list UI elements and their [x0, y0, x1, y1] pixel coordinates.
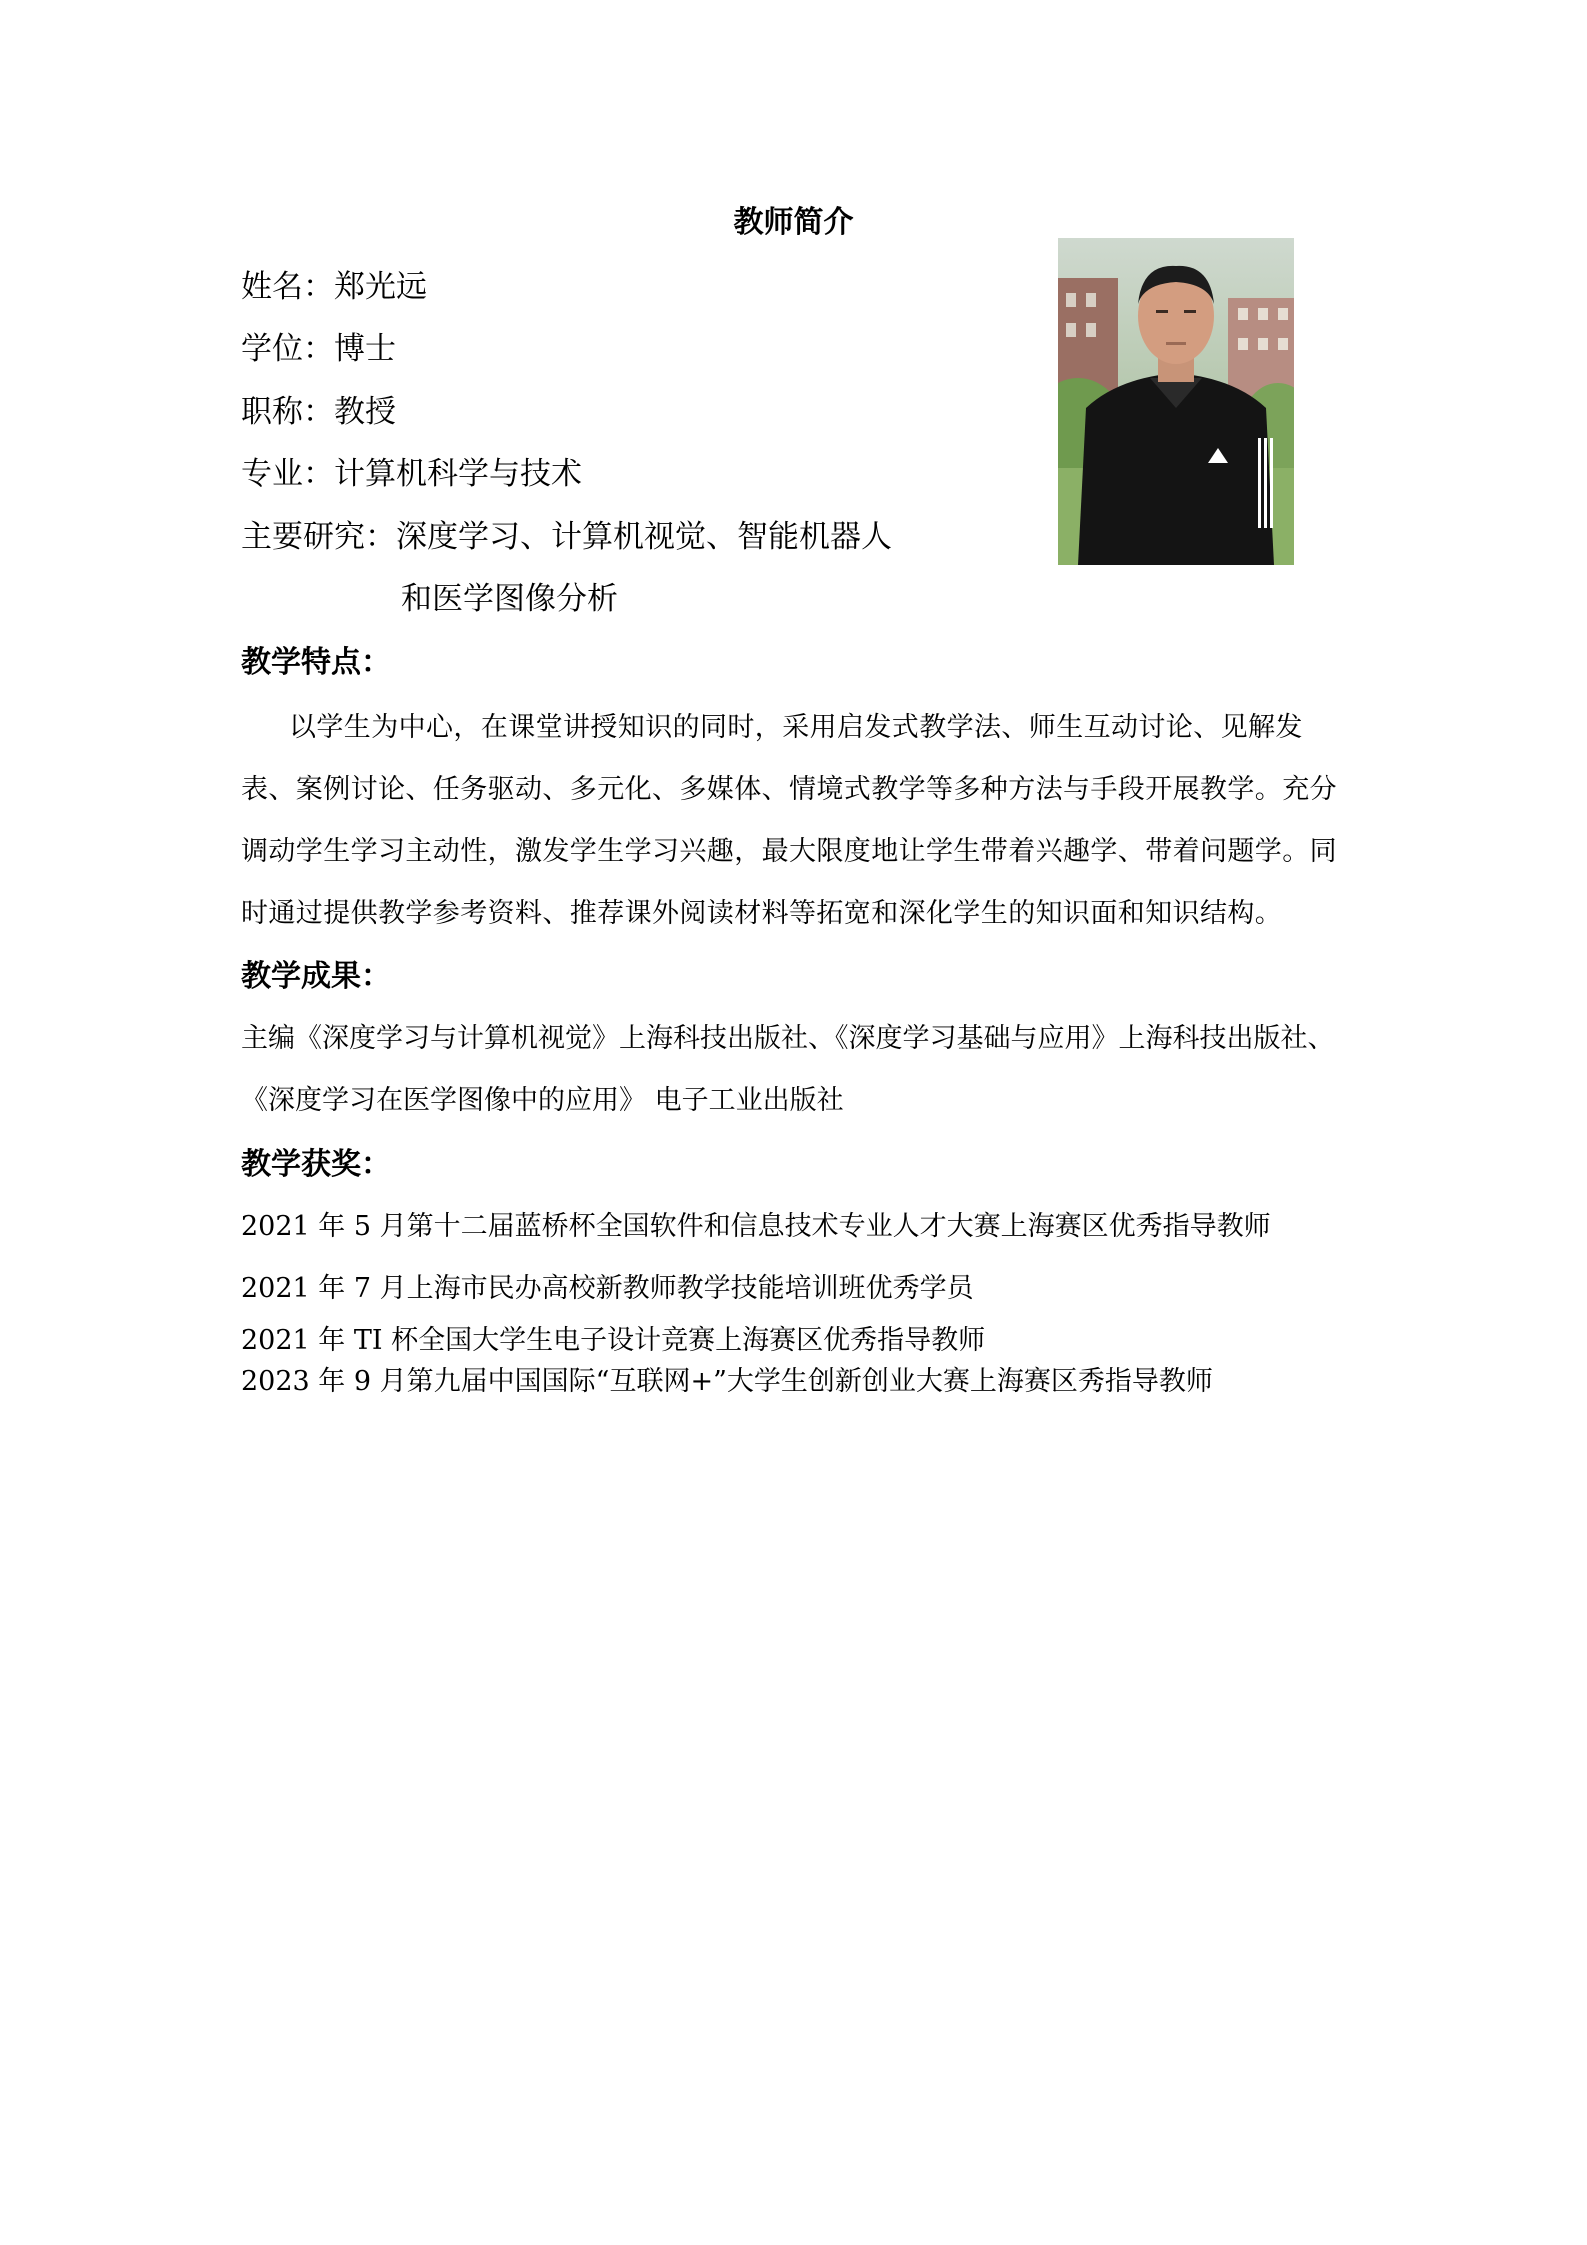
teaching-features-paragraph: 以学生为中心，在课堂讲授知识的同时，采用启发式教学法、师生互动讨论、见解发表、案例讨论、任务驱动、多元化、多媒体、情境式教学等多种方法与手段开展教学。充分调动学生学习主动性，激发学生学习兴趣，最大限度地让学生带着兴趣学、带着问题学。同时通过提供教学参考资料、推荐课外阅读材料等拓宽和深化学生的知识面和知识结构。 — [241, 712, 1337, 929]
award-item: 2021 年 5 月第十二届蓝桥杯全国软件和信息技术专业人才大赛上海赛区优秀指导教师 — [241, 1211, 1271, 1242]
research-line-continued: 和医学图像分析 — [401, 581, 618, 617]
rank-line: 职称：教授 — [241, 394, 396, 430]
page-title: 教师简介 — [733, 205, 854, 240]
teaching-results-line: 《深度学习在医学图像中的应用》 电子工业出版社 — [241, 1085, 844, 1116]
teacher-photo — [1058, 238, 1294, 565]
award-item: 2023 年 9 月第九届中国国际“互联网+”大学生创新创业大赛上海赛区秀指导教师 — [241, 1366, 1213, 1397]
teaching-awards-heading: 教学获奖： — [241, 1147, 391, 1182]
teaching-features-heading: 教学特点： — [241, 645, 391, 680]
name-line: 姓名：郑光远 — [241, 269, 427, 305]
award-item: 2021 年 TI 杯全国大学生电子设计竞赛上海赛区优秀指导教师 — [241, 1325, 986, 1356]
major-line: 专业：计算机科学与技术 — [241, 456, 582, 492]
research-line: 主要研究：深度学习、计算机视觉、智能机器人 — [241, 519, 892, 555]
teaching-results-heading: 教学成果： — [241, 959, 391, 994]
degree-line: 学位：博士 — [241, 331, 396, 367]
award-item: 2021 年 7 月上海市民办高校新教师教学技能培训班优秀学员 — [241, 1273, 974, 1304]
teaching-results-line: 主编《深度学习与计算机视觉》上海科技出版社、《深度学习基础与应用》上海科技出版社、 — [241, 1023, 1335, 1054]
teacher-photo-illustration — [1058, 238, 1294, 565]
